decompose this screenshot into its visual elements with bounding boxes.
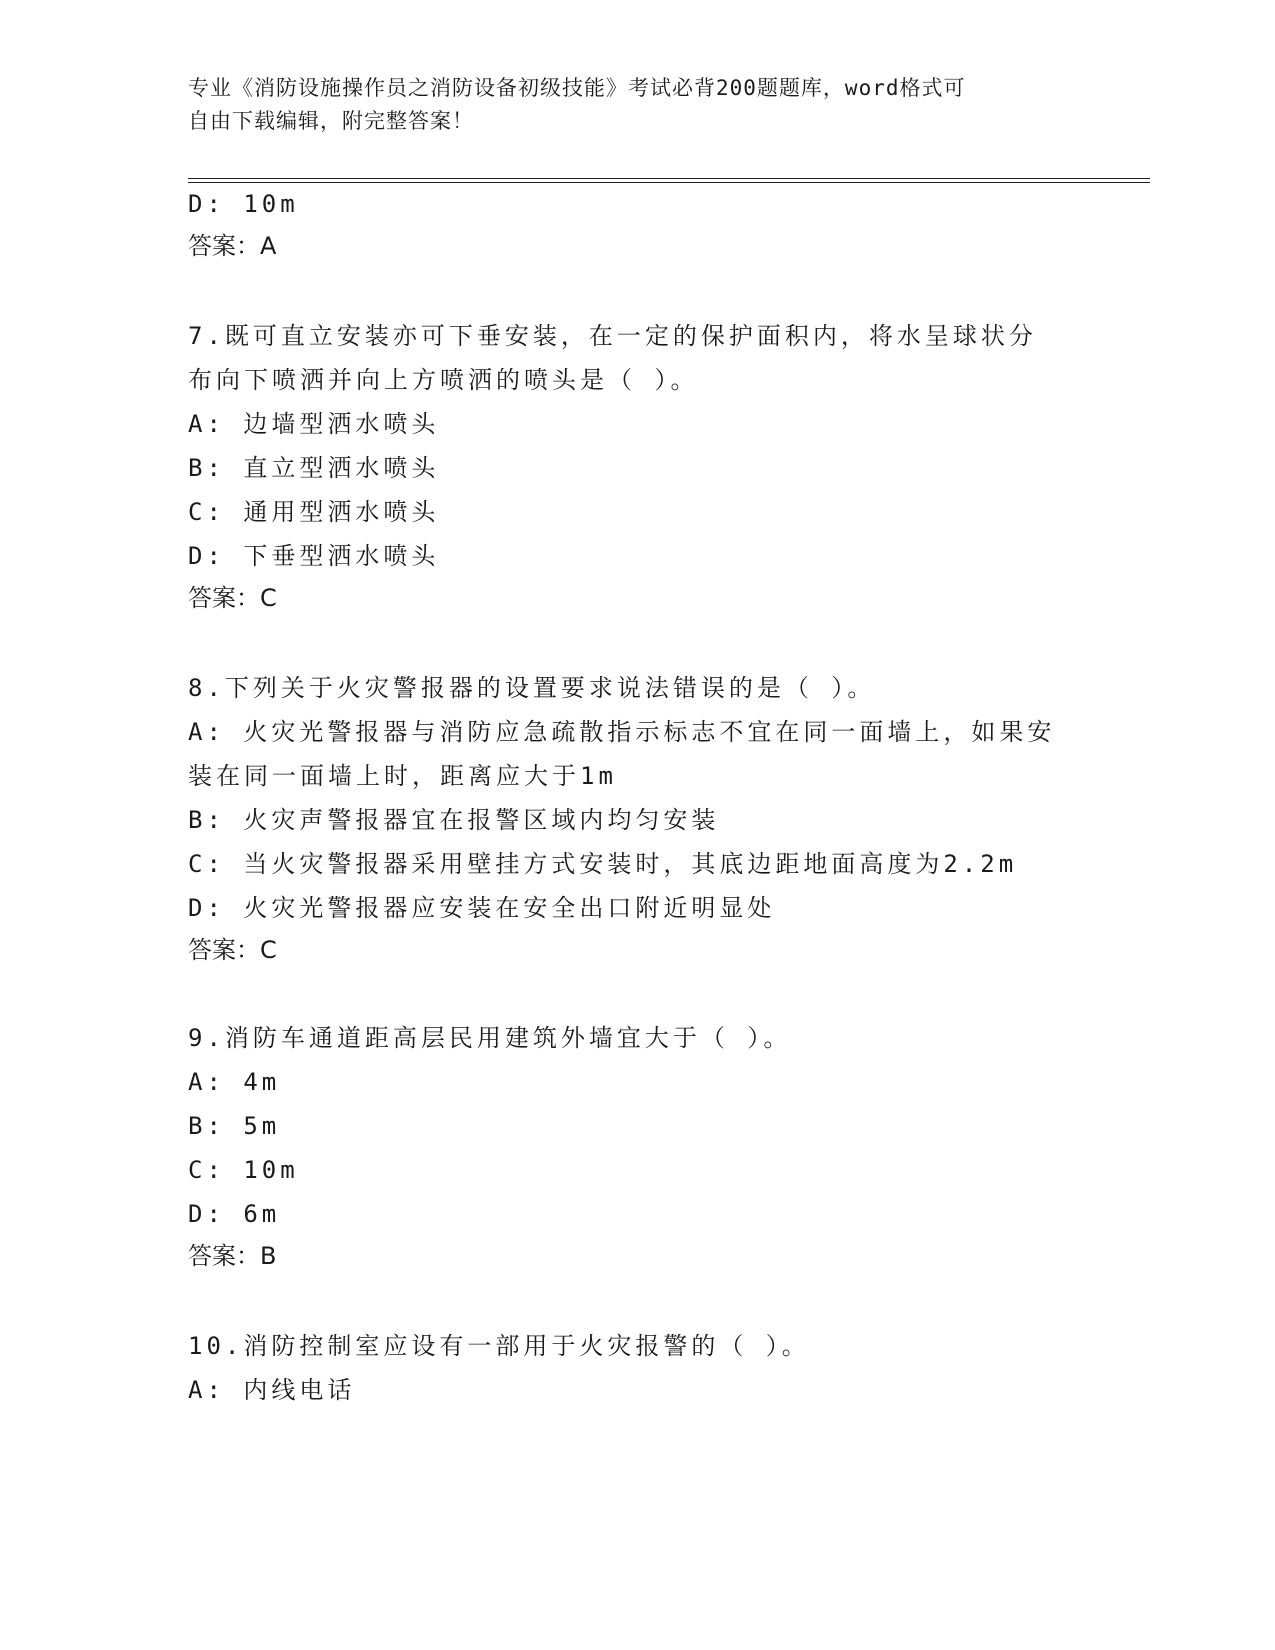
q6-answer: 答案：A xyxy=(188,232,277,260)
q7-answer: 答案：C xyxy=(188,584,277,612)
q7-option-b: B: 直立型洒水喷头 xyxy=(188,454,440,482)
q8-stem: 8.下列关于火灾警报器的设置要求说法错误的是（ ）。 xyxy=(188,674,876,702)
q10-stem: 10.消防控制室应设有一部用于火灾报警的（ ）。 xyxy=(188,1332,810,1360)
header-divider xyxy=(188,178,1150,183)
document-header xyxy=(188,72,1068,138)
q9-stem: 9.消防车通道距高层民用建筑外墙宜大于（ ）。 xyxy=(188,1024,792,1052)
q7-option-c: C: 通用型洒水喷头 xyxy=(188,498,440,526)
q8-option-a-line1: A: 火灾光警报器与消防应急疏散指示标志不宜在同一面墙上，如果安 xyxy=(188,718,1056,746)
q7-stem-line2: 布向下喷洒并向上方喷洒的喷头是（ ）。 xyxy=(188,366,699,394)
q8-option-a-line2: 装在同一面墙上时，距离应大于1m xyxy=(188,762,617,790)
q9-answer: 答案：B xyxy=(188,1242,277,1270)
q6-option-d: D: 10m xyxy=(188,190,299,218)
q8-option-b: B: 火灾声警报器宜在报警区域内均匀安装 xyxy=(188,806,720,834)
q7-option-d: D: 下垂型洒水喷头 xyxy=(188,542,440,570)
q8-option-c: C: 当火灾警报器采用壁挂方式安装时，其底边距地面高度为2.2m xyxy=(188,850,1018,878)
q9-option-a: A: 4m xyxy=(188,1068,281,1096)
q10-option-a: A: 内线电话 xyxy=(188,1376,356,1404)
q9-option-b: B: 5m xyxy=(188,1112,281,1140)
q8-option-d: D: 火灾光警报器应安装在安全出口附近明显处 xyxy=(188,894,776,922)
q9-option-c: C: 10m xyxy=(188,1156,299,1184)
q7-option-a: A: 边墙型洒水喷头 xyxy=(188,410,440,438)
q9-option-d: D: 6m xyxy=(188,1200,281,1228)
header-title-line1: 专业《消防设施操作员之消防设备初级技能》考试必背200题题库，word格式可 xyxy=(188,76,966,100)
header-title-line2: 自由下载编辑，附完整答案！ xyxy=(188,109,474,133)
q8-answer: 答案：C xyxy=(188,936,277,964)
q7-stem-line1: 7.既可直立安装亦可下垂安装，在一定的保护面积内，将水呈球状分 xyxy=(188,322,1037,350)
